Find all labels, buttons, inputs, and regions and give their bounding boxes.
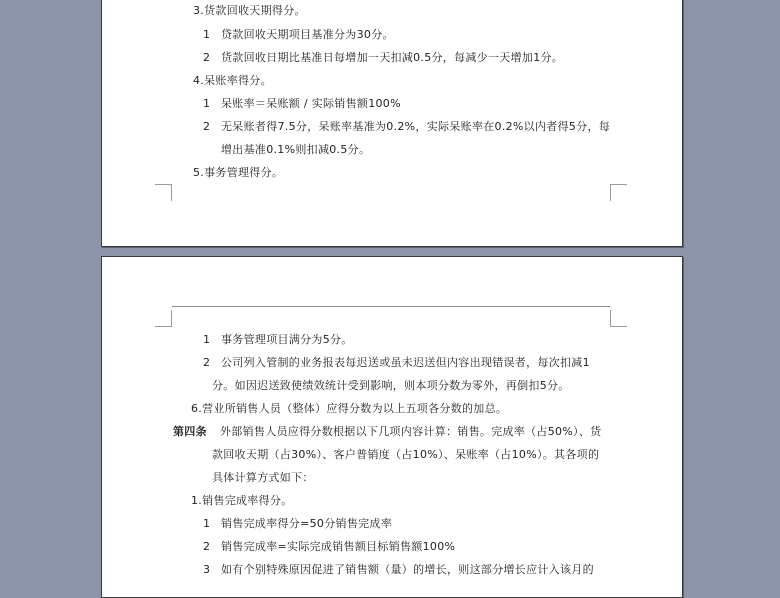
list-number: 2: [203, 120, 211, 133]
paragraph-line: 呆账率＝呆账额 / 实际销售额100%: [221, 97, 401, 110]
paragraph-line: 款回收天期（占30%）、客户普销度（占10%）、呆账率（占10%）。其各项的: [212, 448, 600, 461]
paragraph-line: 分。如因迟送致使绩效统计受到影响，则本项分数为零外，再倒扣5分。: [212, 379, 570, 392]
list-number: 2: [203, 356, 211, 369]
paragraph-line: 增出基准0.1%则扣减0.5分。: [221, 143, 371, 156]
section-heading: 5.事务管理得分。: [193, 166, 284, 179]
paragraph-line: 具体计算方式如下：: [212, 471, 314, 484]
list-number: 3: [203, 563, 211, 576]
section-heading: 3.货款回收天期得分。: [193, 4, 306, 17]
paragraph-line: 无呆账者得7.5分，呆账率基准为0.2%，实际呆账率在0.2%以内者得5分，每: [221, 120, 611, 133]
margin-corner-mark: [155, 310, 172, 327]
paragraph-line: 如有个别特殊原因促进了销售额（量）的增长，则这部分增长应计入该月的: [221, 563, 594, 576]
paragraph-line: 公司列入管制的业务报表每迟送或虽未迟送但内容出现错误者，每次扣减1: [221, 356, 590, 369]
paragraph-line: 销售完成率=实际完成销售额目标销售额100%: [221, 540, 456, 553]
paragraph-line: 外部销售人员应得分数根据以下几项内容计算：销售。完成率（占50%）、货: [220, 425, 602, 438]
margin-corner-mark: [610, 310, 627, 327]
paragraph-line: 货款回收日期比基准日每增加一天扣减0.5分，每减少一天增加1分。: [221, 51, 564, 64]
section-heading: 4.呆账率得分。: [193, 74, 272, 87]
list-number: 1: [203, 517, 211, 530]
list-number: 2: [203, 540, 211, 553]
list-number: 1: [203, 28, 211, 41]
list-number: 2: [203, 51, 211, 64]
paragraph-line: 贷款回收天期项目基准分为30分。: [221, 28, 394, 41]
article-label: 第四条: [173, 425, 207, 438]
paragraph-line: 事务管理项目满分为5分。: [221, 333, 353, 346]
header-rule: [172, 306, 610, 307]
list-number: 1: [203, 97, 211, 110]
paragraph-line: 6.营业所销售人员（整体）应得分数为以上五项各分数的加总。: [191, 402, 508, 415]
document-page-1: [101, 0, 683, 247]
margin-corner-mark: [155, 184, 172, 201]
section-heading: 1.销售完成率得分。: [191, 494, 293, 507]
paragraph-line: 销售完成率得分=50分销售完成率: [221, 517, 393, 530]
document-page-2: [101, 256, 683, 598]
margin-corner-mark: [610, 184, 627, 201]
list-number: 1: [203, 333, 211, 346]
